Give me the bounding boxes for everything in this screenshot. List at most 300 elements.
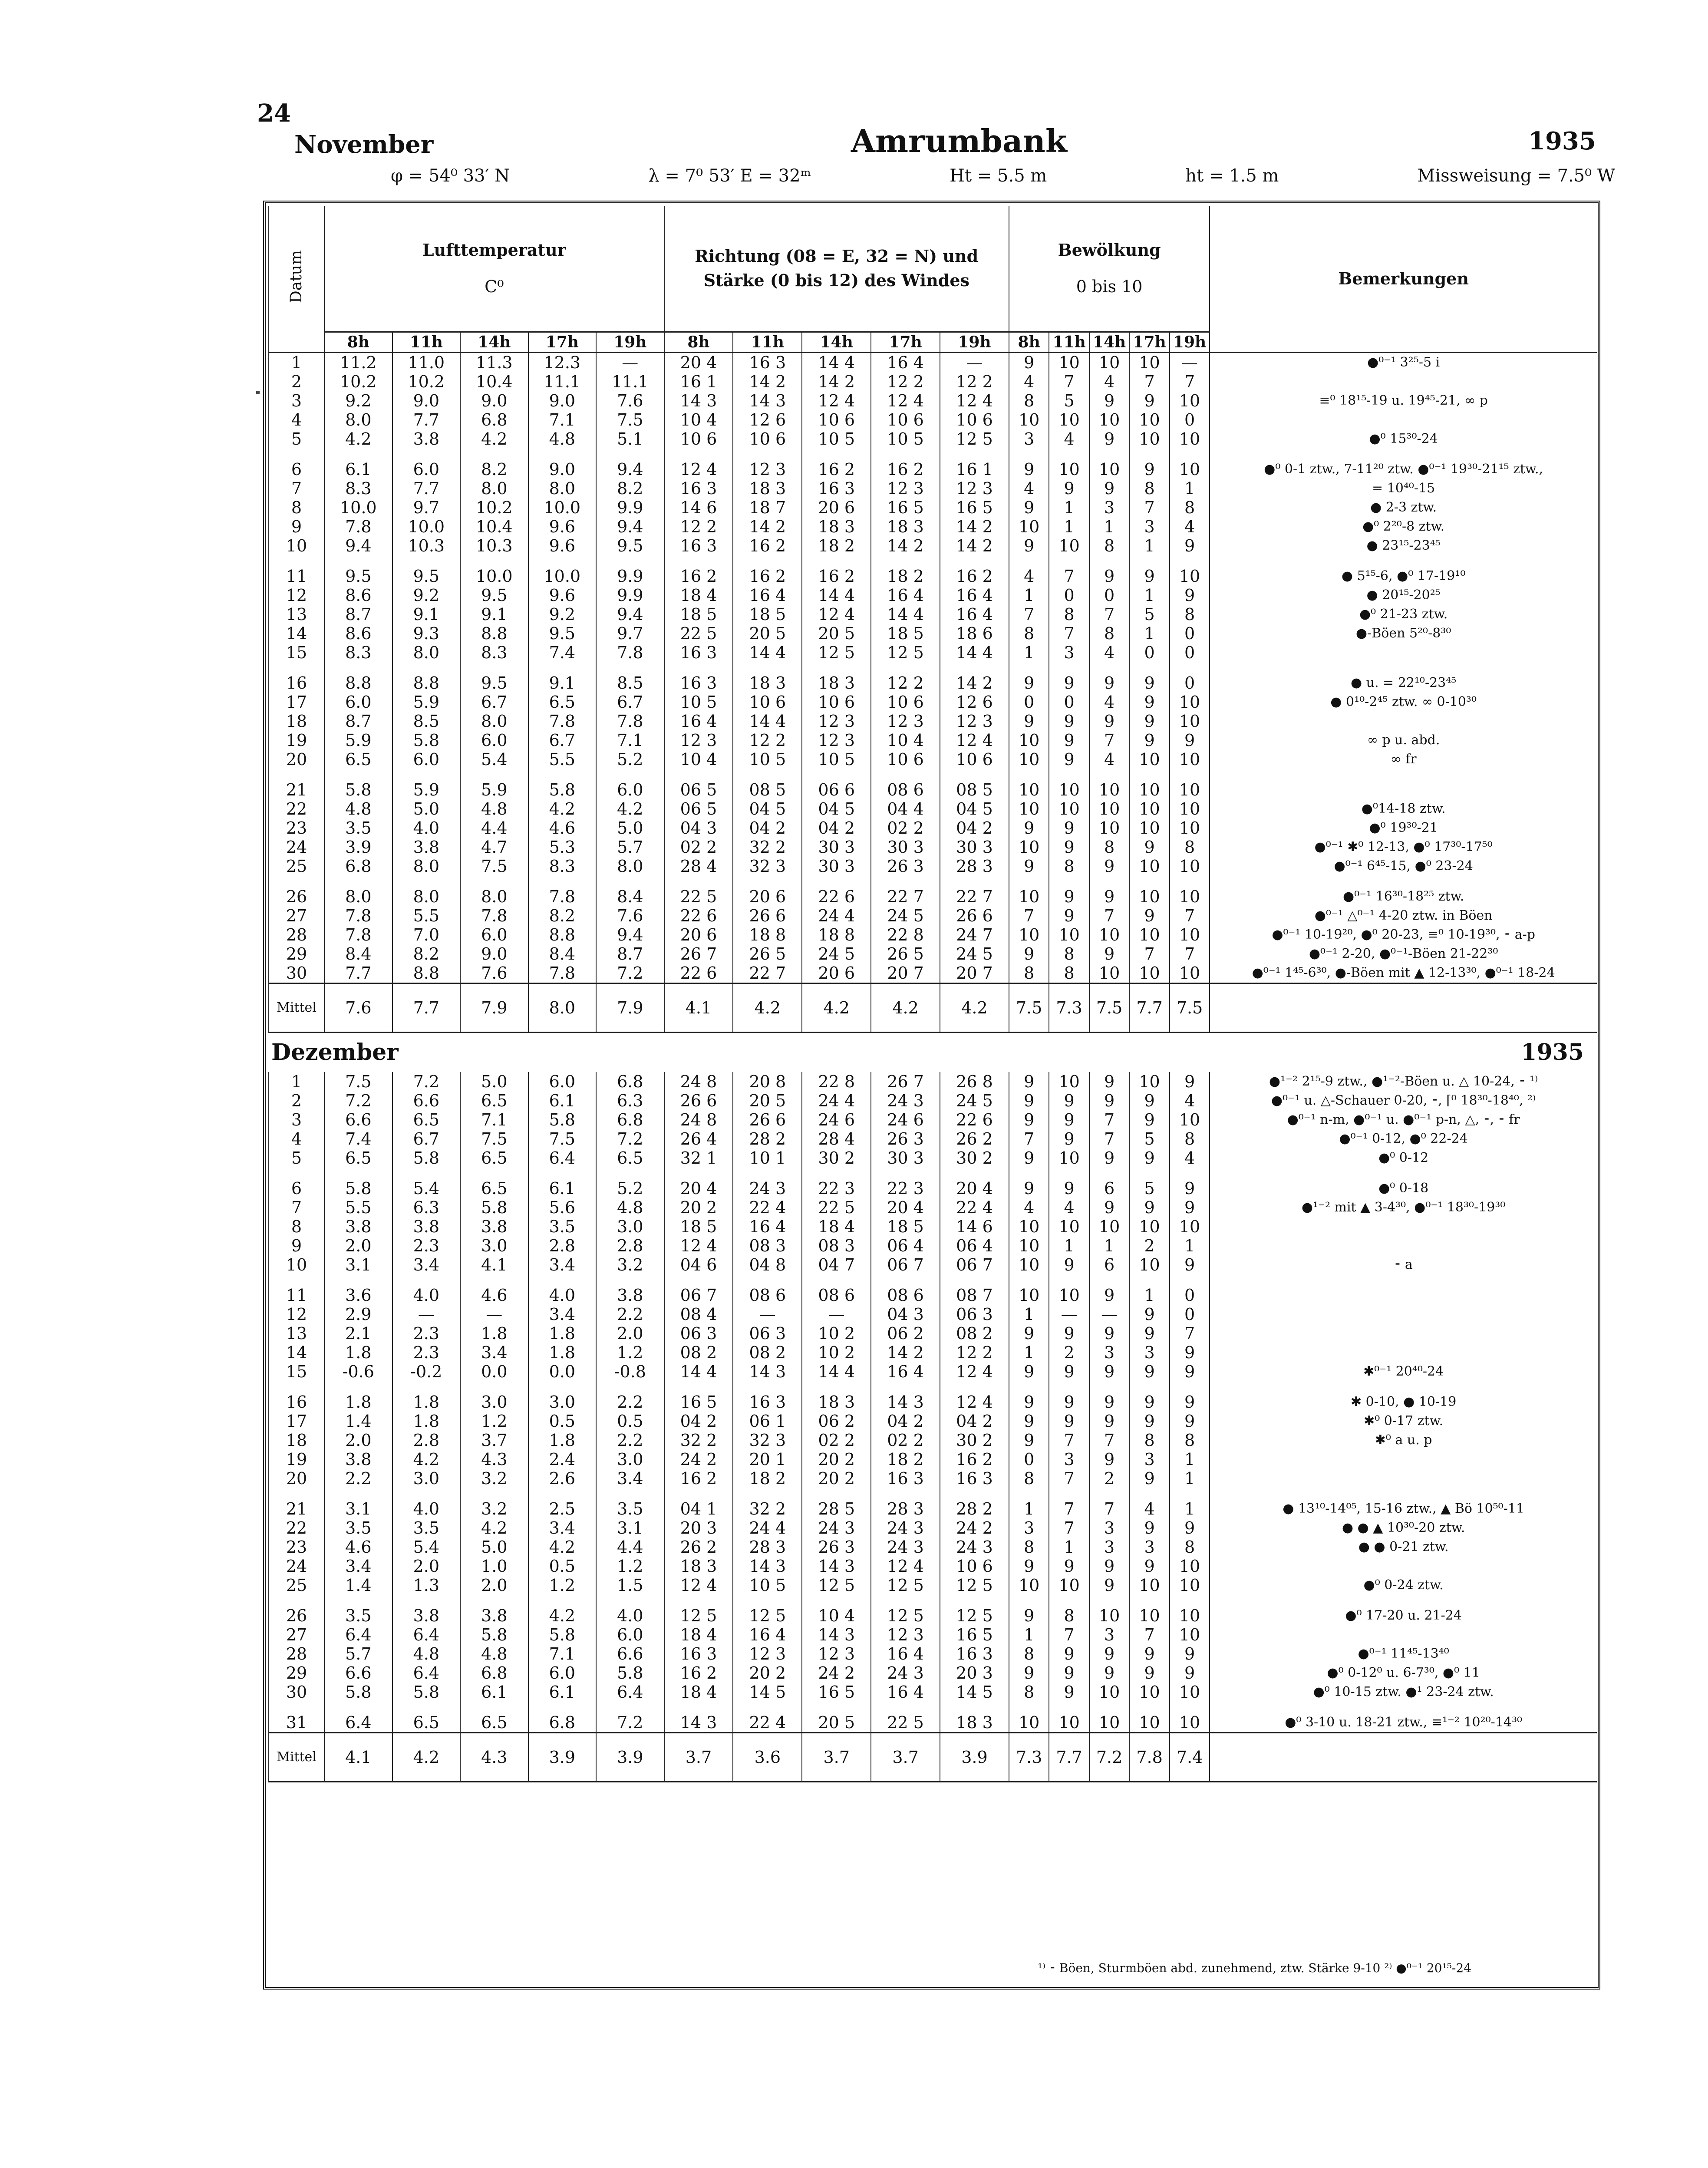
value-cell: 10	[1049, 1576, 1089, 1595]
value-cell: 14 4	[664, 1362, 733, 1381]
value-cell: 12 5	[871, 1606, 940, 1625]
day-cell: 1	[269, 1072, 324, 1091]
value-cell: 6.7	[392, 1129, 461, 1148]
value-cell: 18 2	[802, 536, 871, 555]
value-cell: 5	[1049, 391, 1089, 410]
value-cell: 7.8	[596, 643, 664, 662]
value-cell: 7.5	[324, 1072, 392, 1091]
value-cell: 4.2	[460, 429, 528, 449]
value-cell: 10	[1009, 1576, 1049, 1595]
value-cell: 1.0	[460, 1557, 528, 1576]
temp-hour-4: 19h	[596, 332, 664, 352]
table-row	[269, 1179, 1597, 1198]
value-cell: 16 5	[802, 1683, 871, 1702]
value-cell: 16 3	[940, 1644, 1009, 1663]
value-cell: 14 2	[733, 517, 802, 536]
day-cell: 7	[269, 479, 324, 498]
day-cell: 11	[269, 1286, 324, 1305]
value-cell: 14 2	[940, 536, 1009, 555]
table-row	[269, 925, 1597, 944]
table-row	[269, 731, 1597, 750]
value-cell: 9	[1009, 1148, 1049, 1168]
value-cell: 5.4	[460, 750, 528, 769]
value-cell: 4	[1129, 1499, 1169, 1518]
value-cell: 5.8	[596, 1663, 664, 1683]
value-cell: 9	[1049, 1683, 1089, 1702]
value-cell: 6.5	[596, 1148, 664, 1168]
value-cell: 9	[1129, 693, 1169, 712]
value-cell: 9	[1129, 391, 1169, 410]
remark-cell: ● 23¹⁵-23⁴⁵	[1210, 536, 1597, 555]
value-cell: 8	[1170, 838, 1210, 857]
value-cell: 4	[1009, 372, 1049, 391]
value-cell: 9.6	[528, 586, 597, 605]
value-cell: 3.0	[460, 1236, 528, 1255]
value-cell: 10	[1089, 1713, 1129, 1733]
value-cell: 7.6	[460, 964, 528, 983]
value-cell: 9	[1089, 1324, 1129, 1343]
remark-cell	[1210, 372, 1597, 391]
value-cell: 18 5	[871, 624, 940, 643]
value-cell: 02 2	[871, 818, 940, 838]
table-row	[269, 536, 1597, 555]
day-cell: 17	[269, 693, 324, 712]
table-row	[269, 712, 1597, 731]
day-cell: 10	[269, 536, 324, 555]
value-cell: 5	[1129, 605, 1169, 624]
value-cell: 6.5	[392, 1110, 461, 1129]
value-cell: 08 6	[802, 1286, 871, 1305]
day-cell: 23	[269, 818, 324, 838]
value-cell: —	[1089, 1305, 1129, 1324]
value-cell: 3.4	[596, 1469, 664, 1488]
value-cell: 16 2	[733, 536, 802, 555]
day-cell: 19	[269, 731, 324, 750]
cloud-hour-4: 19h	[1170, 332, 1210, 352]
value-cell: 10.0	[460, 567, 528, 586]
value-cell: 1.4	[324, 1576, 392, 1595]
value-cell: 5.7	[596, 838, 664, 857]
value-cell: 10	[1170, 750, 1210, 769]
value-cell: 8.5	[596, 673, 664, 693]
value-cell: 24 7	[940, 925, 1009, 944]
value-cell: 9	[1170, 586, 1210, 605]
day-cell: 29	[269, 1663, 324, 1683]
table-row	[269, 1072, 1597, 1091]
value-cell: —	[802, 1305, 871, 1324]
value-cell: 10 6	[802, 410, 871, 429]
value-cell: 3.5	[596, 1499, 664, 1518]
value-cell: 26 2	[664, 1538, 733, 1557]
value-cell: 6.8	[460, 1663, 528, 1683]
table-row	[269, 1217, 1597, 1236]
value-cell: 10	[1089, 1217, 1129, 1236]
table-row	[269, 586, 1597, 605]
value-cell: 9	[1049, 1362, 1089, 1381]
value-cell: 24 3	[733, 1179, 802, 1198]
mittel-value: 7.2	[1089, 1732, 1129, 1782]
value-cell: 10 1	[733, 1148, 802, 1168]
group-spacer	[269, 1702, 1597, 1713]
value-cell: 0.5	[596, 1412, 664, 1431]
value-cell: 10.3	[460, 536, 528, 555]
value-cell: 5.9	[324, 731, 392, 750]
value-cell: 18 3	[802, 673, 871, 693]
value-cell: 3.2	[460, 1469, 528, 1488]
value-cell: 7.1	[460, 1110, 528, 1129]
value-cell: 9	[1049, 731, 1089, 750]
value-cell: 20 4	[664, 1179, 733, 1198]
value-cell: 0	[1089, 586, 1129, 605]
value-cell: 7.4	[324, 1129, 392, 1148]
day-cell: 27	[269, 1625, 324, 1644]
value-cell: 9	[1170, 1198, 1210, 1217]
value-cell: 8	[1170, 1538, 1210, 1557]
value-cell: 9	[1129, 712, 1169, 731]
value-cell: 28 3	[733, 1538, 802, 1557]
value-cell: 6.5	[324, 1148, 392, 1168]
value-cell: 10 4	[802, 1606, 871, 1625]
value-cell: 7.5	[528, 1129, 597, 1148]
value-cell: 8.0	[460, 712, 528, 731]
value-cell: 30 2	[940, 1148, 1009, 1168]
value-cell: 22 5	[664, 624, 733, 643]
value-cell: 0	[1129, 643, 1169, 662]
value-cell: 12 4	[940, 1362, 1009, 1381]
value-cell: 10	[1089, 925, 1129, 944]
value-cell: 6.8	[528, 1713, 597, 1733]
value-cell: 6.0	[596, 1625, 664, 1644]
value-cell: 3	[1089, 498, 1129, 517]
value-cell: 6.0	[460, 731, 528, 750]
value-cell: 12 4	[664, 1576, 733, 1595]
value-cell: 30 3	[871, 838, 940, 857]
value-cell: 6.4	[392, 1625, 461, 1644]
value-cell: 10 6	[871, 693, 940, 712]
table-row	[269, 1499, 1597, 1518]
value-cell: 26 2	[940, 1129, 1009, 1148]
value-cell: 10	[1009, 780, 1049, 799]
value-cell: 0	[1170, 1305, 1210, 1324]
value-cell: 20 5	[733, 624, 802, 643]
remark-cell: = 10⁴⁰-15	[1210, 479, 1597, 498]
value-cell: 24 3	[802, 1518, 871, 1538]
remark-cell: ✱ 0-10, ● 10-19	[1210, 1393, 1597, 1412]
remark-cell: ●⁰ 10-15 ztw. ●¹ 23-24 ztw.	[1210, 1683, 1597, 1702]
value-cell: 9.7	[392, 498, 461, 517]
value-cell: 16 4	[871, 1362, 940, 1381]
value-cell: 4.4	[596, 1538, 664, 1557]
value-cell: 9.9	[596, 498, 664, 517]
value-cell: 10 6	[940, 410, 1009, 429]
value-cell: 9	[1089, 391, 1129, 410]
value-cell: 18 5	[664, 605, 733, 624]
value-cell: 10	[1009, 799, 1049, 818]
value-cell: 10 4	[664, 750, 733, 769]
value-cell: 4.2	[460, 1518, 528, 1538]
remark-cell: ●⁰⁻¹ 1⁴⁵-6³⁰, ●-Böen mit ▲ 12-13³⁰, ●⁰⁻¹ 18-24	[1210, 964, 1597, 983]
remark-cell: ●⁰ 21-23 ztw.	[1210, 605, 1597, 624]
value-cell: 32 1	[664, 1148, 733, 1168]
value-cell: 5.9	[392, 780, 461, 799]
value-cell: 24 3	[871, 1663, 940, 1683]
value-cell: 7.8	[324, 906, 392, 925]
value-cell: 7.7	[392, 479, 461, 498]
value-cell: 2	[1129, 1236, 1169, 1255]
table-row	[269, 1469, 1597, 1488]
value-cell: 1.8	[528, 1431, 597, 1450]
value-cell: 5.8	[392, 1683, 461, 1702]
value-cell: 22 8	[802, 1072, 871, 1091]
value-cell: 10 2	[802, 1324, 871, 1343]
value-cell: 2.8	[596, 1236, 664, 1255]
value-cell: 10 4	[871, 731, 940, 750]
value-cell: 8.8	[392, 964, 461, 983]
value-cell: 9	[1049, 1091, 1089, 1110]
remark-cell: ●-Böen 5²⁰-8³⁰	[1210, 624, 1597, 643]
value-cell: 10	[1009, 1286, 1049, 1305]
value-cell: 2.2	[596, 1305, 664, 1324]
value-cell: 8.0	[392, 887, 461, 906]
value-cell: 18 4	[664, 586, 733, 605]
value-cell: 9	[1049, 750, 1089, 769]
remark-cell: ●⁰ 0-12⁰ u. 6-7³⁰, ●⁰ 11	[1210, 1663, 1597, 1683]
day-cell: 9	[269, 517, 324, 536]
value-cell: 9	[1009, 536, 1049, 555]
value-cell: 9	[1049, 818, 1089, 838]
value-cell: 7	[1129, 372, 1169, 391]
value-cell: 9	[1089, 1557, 1129, 1576]
value-cell: 2.3	[392, 1324, 461, 1343]
value-cell: 3.1	[596, 1518, 664, 1538]
value-cell: 12 2	[940, 372, 1009, 391]
remark-cell: ●⁰ 0-1 ztw., 7-11²⁰ ztw. ●⁰⁻¹ 19³⁰-21¹⁵ ztw.,	[1210, 460, 1597, 479]
value-cell: 8.0	[460, 887, 528, 906]
value-cell: 3.8	[392, 1606, 461, 1625]
value-cell: 10	[1049, 780, 1089, 799]
value-cell: 10	[1129, 818, 1169, 838]
value-cell: 2.6	[528, 1469, 597, 1488]
table-row	[269, 352, 1597, 372]
value-cell: 6.4	[392, 1663, 461, 1683]
value-cell: 10	[1129, 410, 1169, 429]
value-cell: 7	[1049, 1431, 1089, 1450]
value-cell: 10	[1009, 838, 1049, 857]
value-cell: 9	[1009, 1362, 1049, 1381]
value-cell: 7.2	[596, 1129, 664, 1148]
value-cell: 3	[1129, 517, 1169, 536]
value-cell: 3	[1089, 1538, 1129, 1557]
remarks-header: Bemerkungen	[1210, 206, 1597, 352]
value-cell: 5.8	[460, 1198, 528, 1217]
mittel-value: 4.2	[940, 983, 1009, 1032]
value-cell: 9	[1089, 567, 1129, 586]
value-cell: —	[733, 1305, 802, 1324]
value-cell: 10 5	[802, 750, 871, 769]
value-cell: 18 8	[733, 925, 802, 944]
value-cell: 10	[1170, 964, 1210, 983]
remark-cell	[1210, 1557, 1597, 1576]
day-cell: 29	[269, 944, 324, 964]
value-cell: 1	[1089, 517, 1129, 536]
value-cell: 06 5	[664, 799, 733, 818]
value-cell: 3.8	[460, 1606, 528, 1625]
value-cell: 4.2	[528, 1606, 597, 1625]
day-cell: 14	[269, 1343, 324, 1362]
remark-cell: ●⁰⁻¹ △⁰⁻¹ 4-20 ztw. in Böen	[1210, 906, 1597, 925]
value-cell: 12 5	[871, 1576, 940, 1595]
value-cell: 6.5	[460, 1713, 528, 1733]
value-cell: 7.2	[596, 1713, 664, 1733]
value-cell: 3.2	[596, 1255, 664, 1274]
value-cell: 22 3	[802, 1179, 871, 1198]
value-cell: 9	[1009, 1663, 1049, 1683]
value-cell: 9	[1049, 712, 1089, 731]
value-cell: 6.3	[392, 1198, 461, 1217]
table-row	[269, 1286, 1597, 1305]
cloud-hour-3: 17h	[1129, 332, 1169, 352]
wind-hour-0: 8h	[664, 332, 733, 352]
value-cell: 06 5	[664, 780, 733, 799]
value-cell: 2	[1049, 1343, 1089, 1362]
value-cell: 14 4	[940, 643, 1009, 662]
day-cell: 18	[269, 1431, 324, 1450]
day-cell: 2	[269, 1091, 324, 1110]
value-cell: 6.5	[460, 1148, 528, 1168]
day-cell: 23	[269, 1538, 324, 1557]
value-cell: 9	[1049, 1393, 1089, 1412]
value-cell: 1.8	[324, 1343, 392, 1362]
day-cell: 13	[269, 1324, 324, 1343]
value-cell: 1.8	[392, 1412, 461, 1431]
value-cell: 10.3	[392, 536, 461, 555]
value-cell: 3.6	[324, 1286, 392, 1305]
value-cell: 4.2	[596, 799, 664, 818]
value-cell: 8	[1089, 536, 1129, 555]
mittel-row	[269, 1732, 1597, 1782]
value-cell: 10	[1009, 1255, 1049, 1274]
value-cell: 9	[1089, 479, 1129, 498]
value-cell: 9	[1170, 1072, 1210, 1091]
value-cell: 10 4	[664, 410, 733, 429]
november-body	[269, 352, 1597, 1032]
value-cell: 20 7	[940, 964, 1009, 983]
value-cell: 9	[1129, 838, 1169, 857]
margin-mark	[256, 391, 260, 394]
mittel-row	[269, 983, 1597, 1032]
table-row	[269, 1393, 1597, 1412]
value-cell: 8.8	[528, 925, 597, 944]
value-cell: 02 2	[871, 1431, 940, 1450]
value-cell: 4	[1170, 1148, 1210, 1168]
day-cell: 1	[269, 352, 324, 372]
value-cell: 10.0	[392, 517, 461, 536]
mittel-value: 4.1	[664, 983, 733, 1032]
value-cell: 8.5	[392, 712, 461, 731]
value-cell: 1	[1009, 1343, 1049, 1362]
value-cell: 9	[1049, 906, 1089, 925]
value-cell: 16 5	[871, 498, 940, 517]
value-cell: 10	[1170, 567, 1210, 586]
day-cell: 19	[269, 1450, 324, 1469]
value-cell: 9.0	[528, 391, 597, 410]
value-cell: 20 6	[664, 925, 733, 944]
value-cell: 9	[1009, 1072, 1049, 1091]
value-cell: 3.5	[392, 1518, 461, 1538]
table-row	[269, 1683, 1597, 1702]
value-cell: 6.4	[528, 1148, 597, 1168]
value-cell: 2.4	[528, 1450, 597, 1469]
value-cell: 24 2	[802, 1663, 871, 1683]
value-cell: 16 5	[940, 498, 1009, 517]
value-cell: 3.7	[460, 1431, 528, 1450]
remark-cell: ≡⁰ 18¹⁵-19 u. 19⁴⁵-21, ∞ p	[1210, 391, 1597, 410]
temp-hour-1: 11h	[392, 332, 461, 352]
value-cell: 10	[1049, 1072, 1089, 1091]
value-cell: 16 2	[940, 567, 1009, 586]
value-cell: 9	[1129, 1148, 1169, 1168]
value-cell: 10	[1089, 780, 1129, 799]
value-cell: 1	[1129, 1286, 1169, 1305]
value-cell: 1.8	[392, 1393, 461, 1412]
remark-cell: ●⁰⁻¹ ✱⁰ 12-13, ●⁰ 17³⁰-17⁵⁰	[1210, 838, 1597, 857]
remark-cell: ●⁰⁻¹ 10-19²⁰, ●⁰ 20-23, ≡⁰ 10-19³⁰, ⁃ a-p	[1210, 925, 1597, 944]
value-cell: 26 6	[940, 906, 1009, 925]
value-cell: 2.0	[392, 1557, 461, 1576]
value-cell: 9	[1129, 1393, 1169, 1412]
value-cell: 9	[1049, 1324, 1089, 1343]
value-cell: 9	[1129, 1198, 1169, 1217]
value-cell: 9	[1129, 1110, 1169, 1129]
table-row	[269, 964, 1597, 983]
value-cell: 24 8	[664, 1072, 733, 1091]
value-cell: 9	[1089, 944, 1129, 964]
value-cell: 18 3	[733, 673, 802, 693]
value-cell: 10	[1170, 780, 1210, 799]
value-cell: 22 3	[871, 1179, 940, 1198]
value-cell: 3.5	[324, 818, 392, 838]
param-height-ground: ht = 1.5 m	[1185, 166, 1279, 186]
value-cell: 1.2	[460, 1412, 528, 1431]
value-cell: 08 6	[871, 780, 940, 799]
value-cell: 4	[1049, 1198, 1089, 1217]
remark-cell: ●⁰ 15³⁰-24	[1210, 429, 1597, 449]
value-cell: 8.3	[528, 857, 597, 876]
remark-cell	[1210, 780, 1597, 799]
value-cell: 9	[1129, 1469, 1169, 1488]
value-cell: 6	[1089, 1255, 1129, 1274]
value-cell: 9.5	[528, 624, 597, 643]
table-row	[269, 693, 1597, 712]
value-cell: 10 6	[871, 750, 940, 769]
value-cell: 8.8	[324, 673, 392, 693]
datum-header: Datum	[269, 206, 324, 352]
value-cell: 2.8	[392, 1431, 461, 1450]
value-cell: 0	[1009, 693, 1049, 712]
station-title: Amrumbank	[851, 122, 1067, 159]
value-cell: 4.2	[392, 1450, 461, 1469]
value-cell: —	[460, 1305, 528, 1324]
remark-cell: ● 5¹⁵-6, ●⁰ 17-19¹⁰	[1210, 567, 1597, 586]
value-cell: 9	[1089, 1393, 1129, 1412]
value-cell: 22 7	[733, 964, 802, 983]
day-cell: 6	[269, 1179, 324, 1198]
value-cell: 9	[1129, 1305, 1169, 1324]
day-cell: 2	[269, 372, 324, 391]
value-cell: 9	[1089, 1091, 1129, 1110]
value-cell: 1	[1170, 479, 1210, 498]
table-row	[269, 1236, 1597, 1255]
